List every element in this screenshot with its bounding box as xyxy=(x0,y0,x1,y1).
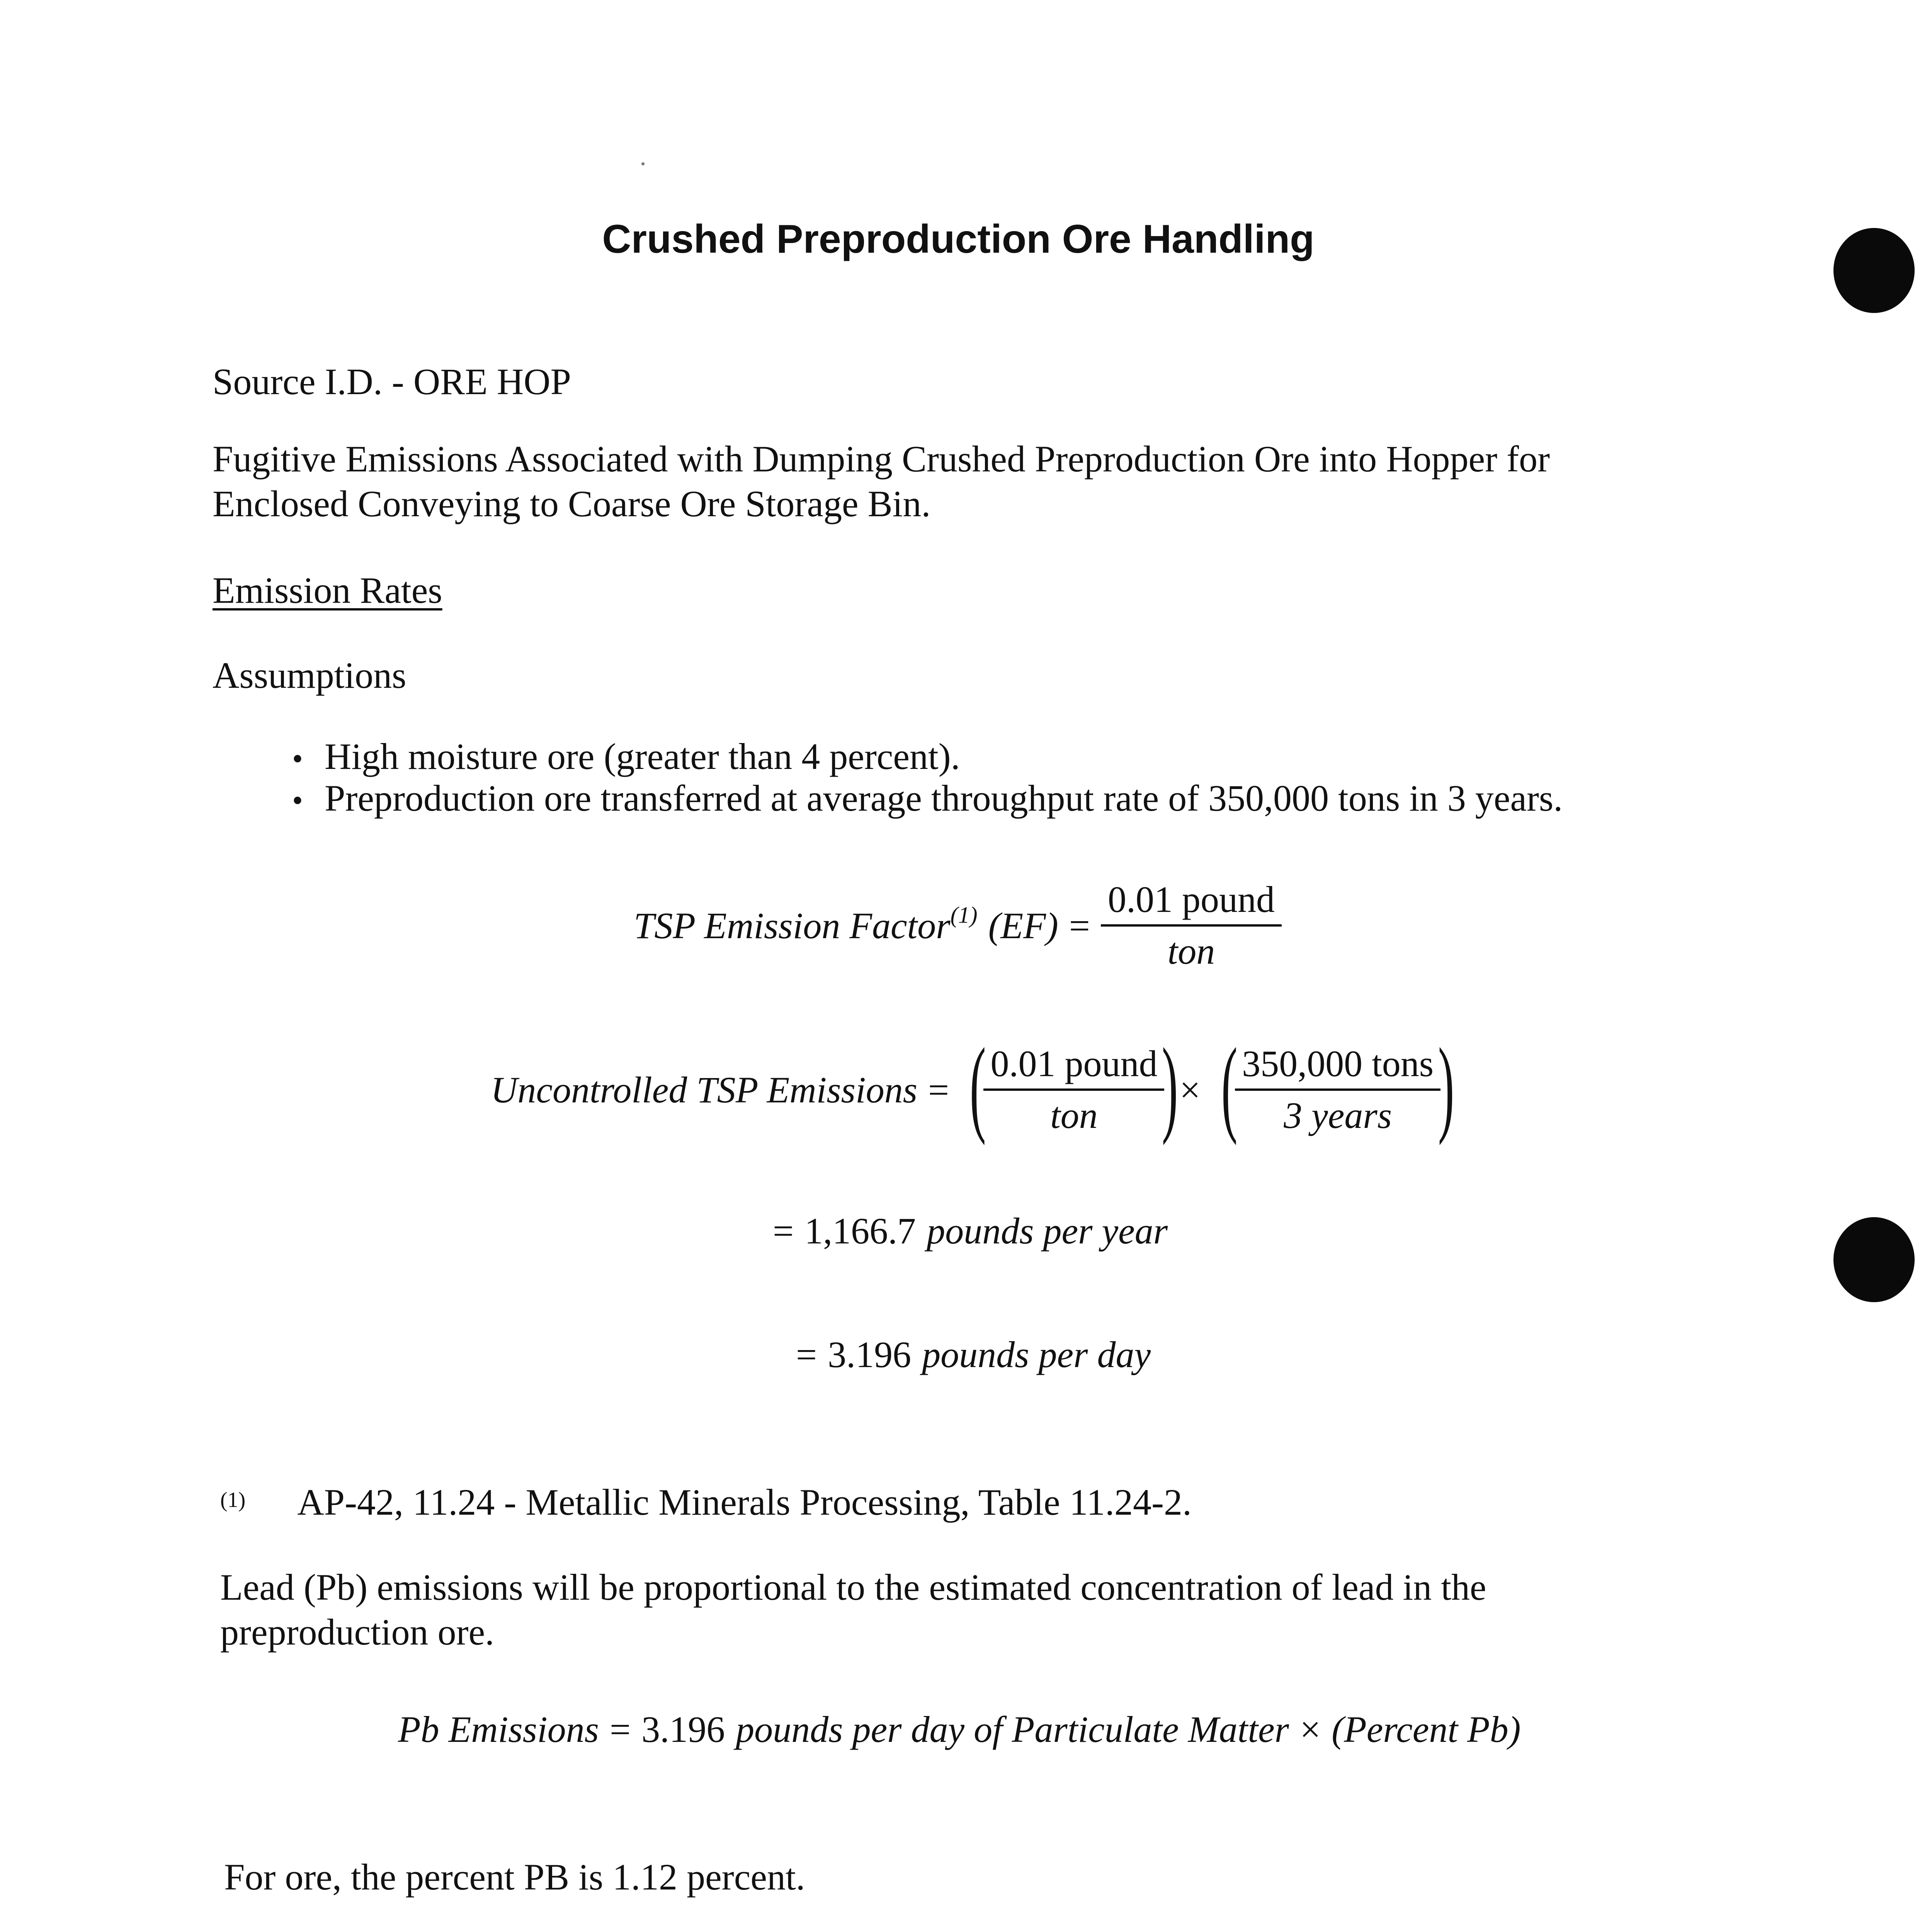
equation-pounds-per-year xyxy=(773,1209,1168,1252)
eq-value: 1,166.7 xyxy=(804,1210,916,1252)
fraction-numerator: 0.01 pound xyxy=(983,1041,1164,1091)
fraction-denominator: ton xyxy=(1050,1095,1098,1136)
eq-equals: = xyxy=(610,1709,631,1750)
eq-unit: pounds per day of Particulate Matter xyxy=(736,1709,1289,1750)
eq-equals: = xyxy=(773,1210,794,1252)
description-line-1: Fugitive Emissions Associated with Dumping Crushed Preproduction Ore into Hopper for xyxy=(213,438,1550,480)
fraction-denominator: 3 years xyxy=(1284,1095,1392,1136)
page-title: Crushed Preproduction Ore Handling xyxy=(602,217,1315,262)
equation-pounds-per-day xyxy=(796,1333,1151,1376)
eq-value: 3.196 xyxy=(641,1709,725,1750)
bullet-item xyxy=(270,776,1563,823)
fraction xyxy=(983,1041,1164,1138)
footnote xyxy=(220,1480,1192,1530)
bullet-icon: • xyxy=(292,784,303,818)
ore-percent-line: For ore, the percent PB is 1.12 percent. xyxy=(224,1856,805,1898)
right-paren: ) xyxy=(1438,1026,1454,1146)
description-line-2: Enclosed Conveying to Coarse Ore Storage Bin. xyxy=(213,483,931,524)
right-paren: ) xyxy=(1162,1026,1179,1146)
left-paren: ( xyxy=(1221,1026,1238,1146)
fraction xyxy=(1235,1041,1440,1138)
eq-equals: = xyxy=(928,1069,949,1111)
eq-lhs: Pb Emissions xyxy=(398,1709,599,1750)
bullet-icon: • xyxy=(292,742,303,776)
scan-speck xyxy=(641,162,645,165)
eq-unit: pounds per year xyxy=(927,1210,1168,1252)
eq-equals: = xyxy=(796,1334,817,1375)
footnote-mark: (1) xyxy=(220,1488,246,1512)
assumptions-label: Assumptions xyxy=(213,655,406,696)
bullet-item xyxy=(270,734,960,781)
lead-paragraph-line-1: Lead (Pb) emissions will be proportional to the estimated concentration of lead in the xyxy=(220,1566,1486,1608)
source-id: Source I.D. - ORE HOP xyxy=(213,361,571,402)
times-sign: × xyxy=(1299,1709,1321,1750)
bullet-text: High moisture ore (greater than 4 percent). xyxy=(325,736,960,777)
fraction-numerator: 0.01 pound xyxy=(1101,877,1282,927)
eq-value: 3.196 xyxy=(828,1334,912,1375)
equation-emission-factor xyxy=(634,877,1282,974)
fraction xyxy=(1101,877,1282,974)
eq-lhs: Uncontrolled TSP Emissions xyxy=(491,1069,918,1111)
eq-ef: (EF) xyxy=(988,905,1058,946)
eq-equals: = xyxy=(1069,905,1090,946)
punch-hole-top xyxy=(1833,228,1915,313)
punch-hole-middle xyxy=(1833,1217,1915,1302)
equation-pb-emissions xyxy=(398,1708,1521,1751)
eq-unit: pounds per day xyxy=(922,1334,1151,1375)
eq-lhs: TSP Emission Factor$^{(1)}$ xyxy=(634,902,978,946)
footnote-text: AP-42, 11.24 - Metallic Minerals Processing, Table 11.24-2. xyxy=(297,1481,1192,1523)
times-sign: × xyxy=(1179,1069,1201,1111)
section-heading: Emission Rates xyxy=(213,570,442,611)
equation-uncontrolled-emissions xyxy=(491,1026,1464,1146)
bullet-text: Preproduction ore transferred at average throughput rate of 350,000 tons in 3 years. xyxy=(325,777,1563,819)
fraction-numerator: 350,000 tons xyxy=(1235,1041,1440,1091)
eq-rhs: (Percent Pb) xyxy=(1332,1709,1521,1750)
fraction-denominator: ton xyxy=(1167,930,1215,972)
left-paren: ( xyxy=(969,1026,986,1146)
lead-paragraph-line-2: preproduction ore. xyxy=(220,1611,495,1653)
